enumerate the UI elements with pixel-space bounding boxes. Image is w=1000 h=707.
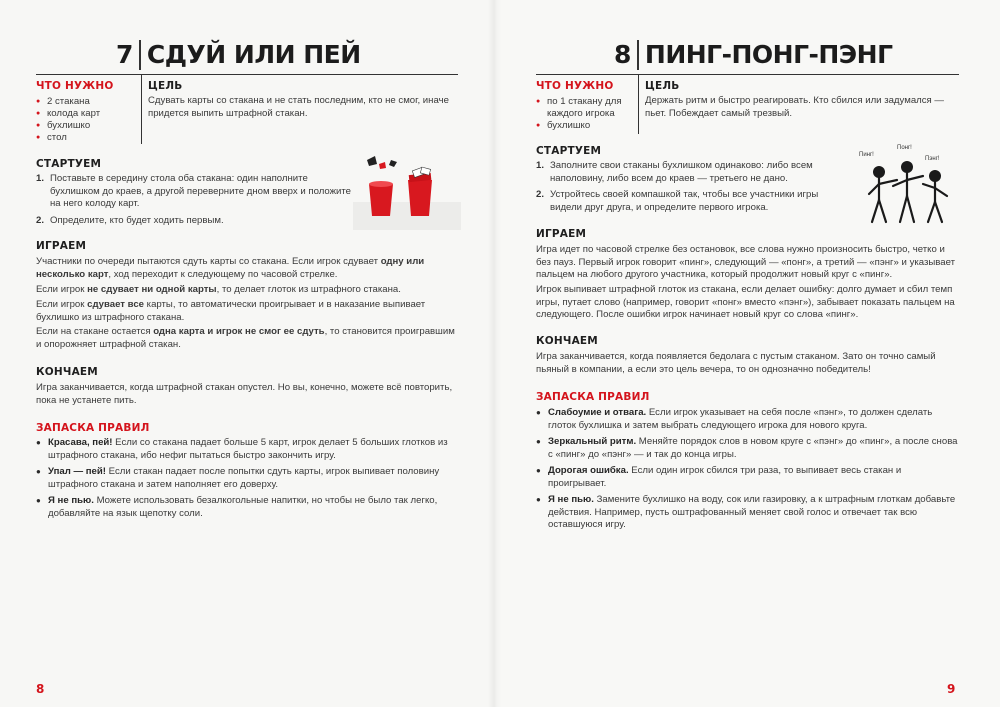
cups-illustration: [353, 154, 461, 230]
left-title-rule: [36, 74, 458, 75]
right-title: [614, 40, 893, 70]
left-play-p2: Если игрок не сдувает ни одной карты, то делает глоток из штрафного стакана.: [36, 284, 401, 295]
ping-label: Пинг!: [859, 152, 874, 158]
list-item: ● бухлишко: [536, 120, 634, 132]
left-start-list: [36, 173, 352, 231]
list-item: ● стол: [36, 132, 136, 144]
list-item: ● Зеркальный ритм. Меняйте порядок слов в новом круге с «пэнг» до «пинг», а после снова с «пинг» до «пэнг» — и так до конца игры.: [536, 436, 958, 461]
right-play-p1: Игра идет по часовой стрелке без остановок, все слова нужно произносить быстро, четко и без пауз. Первый игрок говорит «пинг», следующий — «понг», а третий — «пэнг» и указывает пальцем на любого другого участника, который продолжит новый круг с «пинг».: [536, 244, 956, 280]
right-play-heading: ИГРАЕМ: [536, 228, 587, 240]
right-start-heading: СТАРТУЕМ: [536, 145, 602, 157]
left-play-p4: Если на стакане остается одна карта и игрок не смог ее сдуть, то становится проигравшим и опорожняет штрафной стакан.: [36, 326, 455, 350]
left-title: [116, 40, 361, 70]
list-item: ● бухлишко: [36, 120, 136, 132]
list-item: ● Красава, пей! Если со стакана падает больше 5 карт, игрок делает 5 больших глотков из штрафного стакана, ибо нефиг пытаться быстро закончить игру.: [36, 437, 460, 462]
book-spine: [488, 0, 502, 707]
list-item: 2. Определите, кто будет ходить первым.: [36, 214, 224, 226]
right-end-text: Игра заканчивается, когда появляется бедолага с пустым стаканом. Зато он точно самый пьяный в компании, а если это цель вечера, то он однозначно победитель!: [536, 351, 936, 375]
left-play-heading: ИГРАЕМ: [36, 240, 87, 252]
left-title-number: 7: [116, 40, 141, 70]
list-item: ● Дорогая ошибка. Если один игрок сбился три раза, то выпивает весь стакан и проигрывает.: [536, 465, 958, 490]
left-start-heading: СТАРТУЕМ: [36, 158, 102, 170]
list-item: ● Упал — пей! Если стакан падает после попытки сдуть карты, игрок выпивает половину штрафного стакана и затем наполняет его доверху.: [36, 466, 460, 491]
peng-label: Пэнг!: [925, 156, 940, 162]
right-start-list: [536, 160, 852, 218]
left-play-p1: Участники по очереди пытаются сдуть карты со стакана. Если игрок сдувает одну или несколько карт, ход переходит к следующему по часовой стрелке.: [36, 256, 425, 280]
list-item: ● Слабоумие и отвага. Если игрок указывает на себя после «пэнг», то должен сделать глоток бухлишка и затем выбрать следующего игрока для нового круга.: [536, 407, 958, 432]
right-need-heading: ЧТО НУЖНО: [536, 80, 614, 92]
right-goal-text: Держать ритм и быстро реагировать. Кто сбился или задумался — пьет. Побеждает самый трезвый.: [645, 95, 944, 119]
left-end-text: Игра заканчивается, когда штрафной стакан опустел. Но вы, конечно, можете всё повторить, пока не устанете пить.: [36, 382, 453, 406]
list-item: ● колода карт: [36, 108, 136, 120]
left-rules-list: [36, 437, 460, 524]
page-number: 9: [947, 682, 956, 696]
right-title-text: ПИНГ-ПОНГ-ПЭНГ: [644, 40, 893, 69]
left-play-p3: Если игрок сдувает все карты, то автоматически проигрывает и в наказание выпивает бухлишко из штрафного стакана.: [36, 299, 426, 323]
pong-label: Понг!: [897, 145, 912, 151]
left-end-heading: КОНЧАЕМ: [36, 366, 98, 378]
left-title-text: СДУЙ ИЛИ ПЕЙ: [146, 40, 361, 69]
list-item: 1. Поставьте в середину стола оба стакана: один наполните бухлишком до краев, а другой переверните дном вверх и положите на него колоду карт.: [36, 173, 352, 209]
left-rules-heading: ЗАПАСКА ПРАВИЛ: [36, 422, 150, 434]
right-column-rule: [638, 74, 639, 134]
list-item: 2. Устройтесь своей компашкой так, чтобы все участники игры видели друг друга, и определите первого игрока.: [536, 189, 819, 213]
left-page: [0, 0, 497, 707]
list-item: ● по 1 стакану для каждого игрока: [536, 96, 634, 120]
list-item: ● Я не пью. Замените бухлишко на воду, сок или газировку, а к штрафным глоткам добавьте действия. Например, пусть оштрафованный меняет свой голос и отвечает так всю оставшуюся игру.: [536, 494, 958, 532]
right-title-number: 8: [614, 40, 639, 70]
ping-pong-illustration: [857, 140, 961, 232]
page-number: 8: [36, 682, 45, 696]
right-goal-heading: ЦЕЛЬ: [645, 80, 680, 92]
left-need-heading: ЧТО НУЖНО: [36, 80, 114, 92]
right-title-rule: [536, 74, 959, 75]
right-rules-list: [536, 407, 958, 536]
stick-figures-icon: [857, 140, 961, 232]
right-page: [497, 0, 1000, 707]
left-goal-text: Сдувать карты со стакана и не стать последним, кто не смог, иначе придется выпить штрафной стакан.: [148, 95, 449, 119]
list-item: 1. Заполните свои стаканы бухлишком одинаково: либо всем наполовину, либо всем до краев — третьего не дано.: [536, 160, 813, 184]
right-rules-heading: ЗАПАСКА ПРАВИЛ: [536, 391, 650, 403]
left-goal-heading: ЦЕЛЬ: [148, 80, 183, 92]
list-item: ● Я не пью. Можете использовать безалкогольные напитки, но чтобы не было так легко, добавляйте на язык щепотку соли.: [36, 495, 460, 520]
list-item: ● 2 стакана: [36, 96, 136, 108]
left-need-list: [36, 96, 136, 144]
left-column-rule: [141, 74, 142, 144]
right-play-p2: Игрок выпивает штрафной глоток из стакана, если делает ошибку: долго думает и сбил темп игры, путает слово (например, говорит «понг» вместо «пэнг»), забывает показать пальцем на следующего. После ошибки игрок начинает новый круг со слова «пинг».: [536, 284, 955, 320]
right-need-list: [536, 96, 634, 132]
right-end-heading: КОНЧАЕМ: [536, 335, 598, 347]
